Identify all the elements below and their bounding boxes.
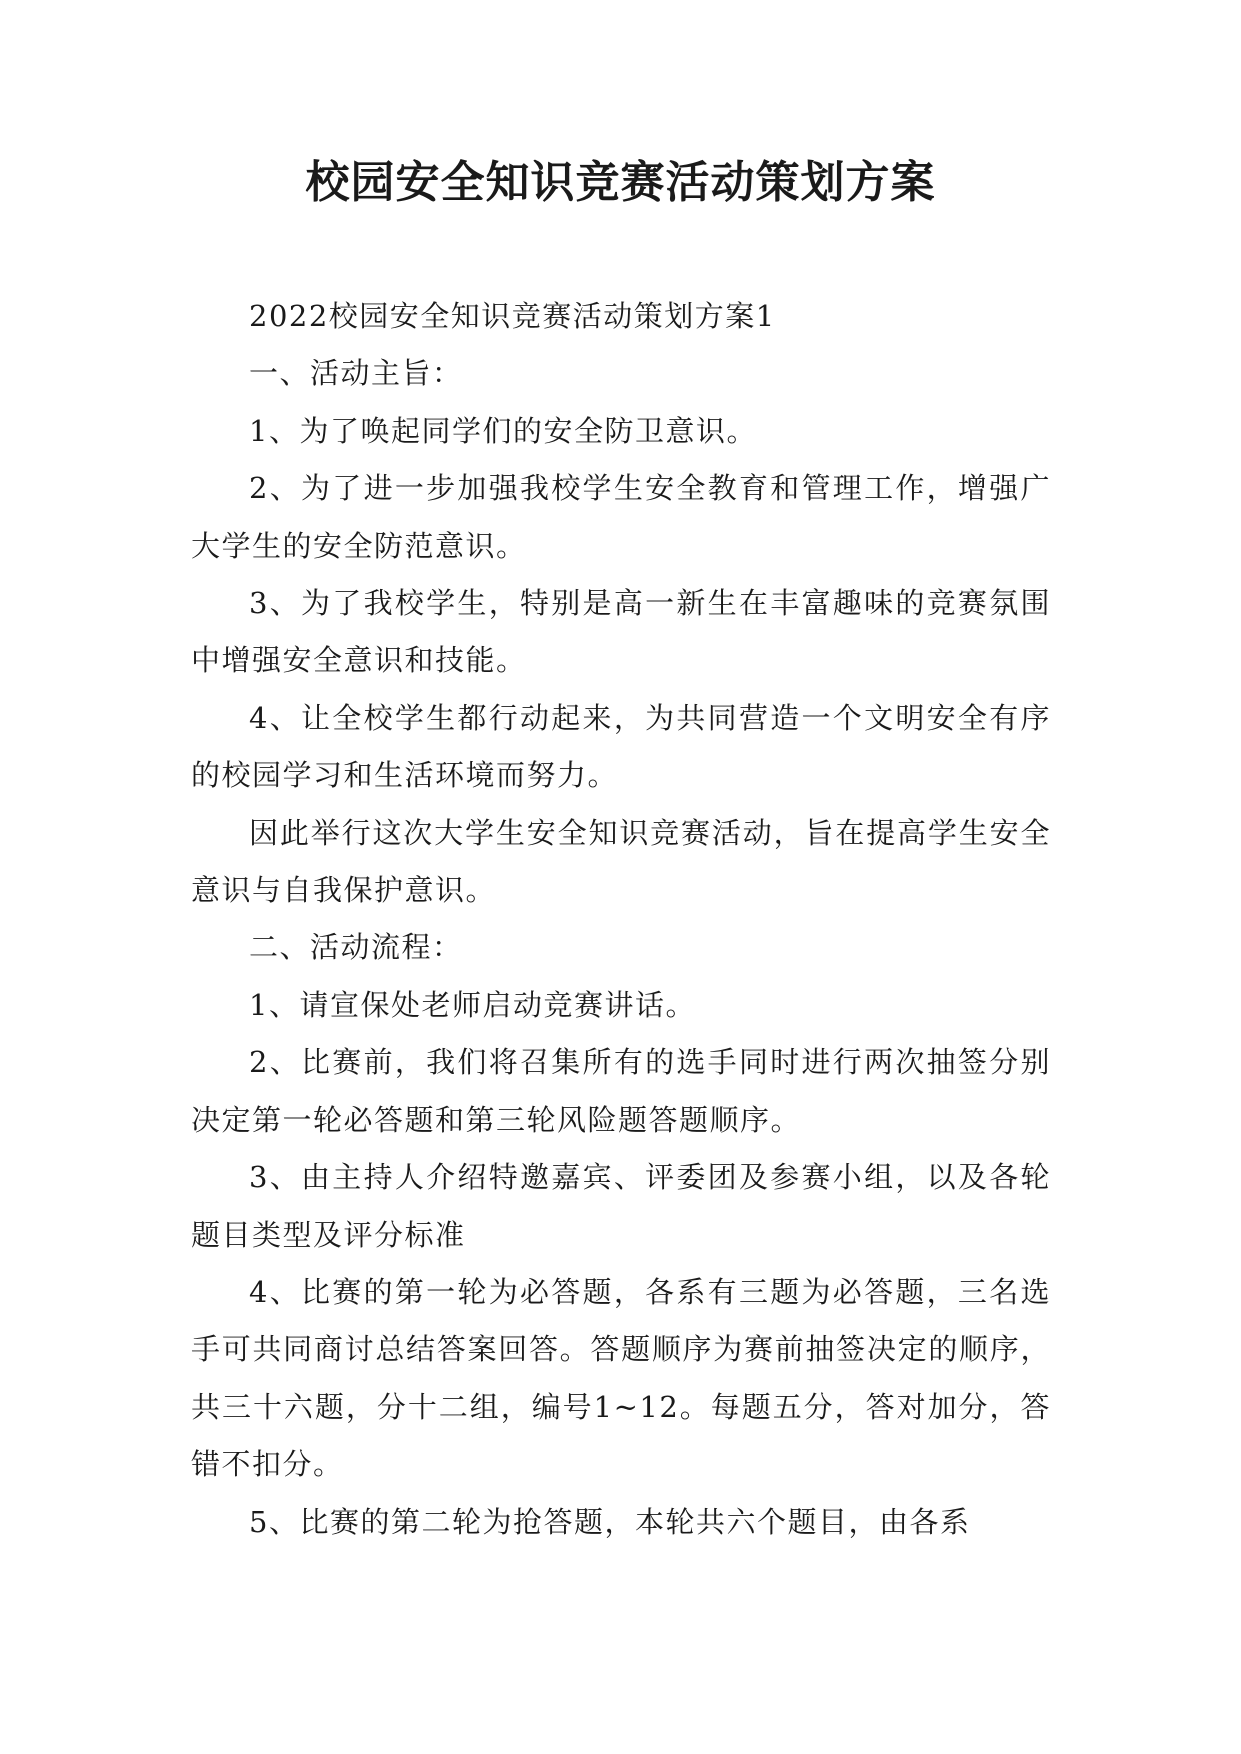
section-heading: 二、活动流程：	[249, 930, 463, 965]
paragraph: 1、请宣保处老师启动竞赛讲话。	[249, 987, 696, 1022]
paragraph: 2022校园安全知识竞赛活动策划方案1	[249, 299, 776, 333]
document-title: 校园安全知识竞赛活动策划方案	[305, 157, 936, 208]
paragraph: 2、比赛前，我们将召集所有的选手同时进行两次抽签分别决定第一轮必答题和第三轮风险题答题顺序。	[191, 1045, 1051, 1137]
paragraph: 因此举行这次大学生安全知识竞赛活动，旨在提高学生安全意识与自我保护意识。	[191, 815, 1051, 908]
section-heading: 一、活动主旨：	[249, 356, 463, 391]
paragraph: 4、比赛的第一轮为必答题，各系有三题为必答题，三名选手可共同商讨总结答案回答。答题顺序为赛前抽签决定的顺序，共三十六题，分十二组，编号1~12。每题五分，答对加分，答错不扣分。	[191, 1274, 1051, 1482]
document-body	[191, 288, 1051, 1551]
paragraph: 1、为了唤起同学们的安全防卫意识。	[249, 413, 757, 448]
paragraph: 3、由主持人介绍特邀嘉宾、评委团及参赛小组，以及各轮题目类型及评分标准	[191, 1160, 1051, 1252]
paragraph: 2、为了进一步加强我校学生安全教育和管理工作，增强广大学生的安全防范意识。	[191, 471, 1051, 563]
paragraph: 3、为了我校学生，特别是高一新生在丰富趣味的竞赛氛围中增强安全意识和技能。	[191, 586, 1051, 678]
paragraph: 4、让全校学生都行动起来，为共同营造一个文明安全有序的校园学习和生活环境而努力。	[191, 700, 1051, 793]
paragraph: 5、比赛的第二轮为抢答题，本轮共六个题目，由各系	[249, 1504, 971, 1539]
